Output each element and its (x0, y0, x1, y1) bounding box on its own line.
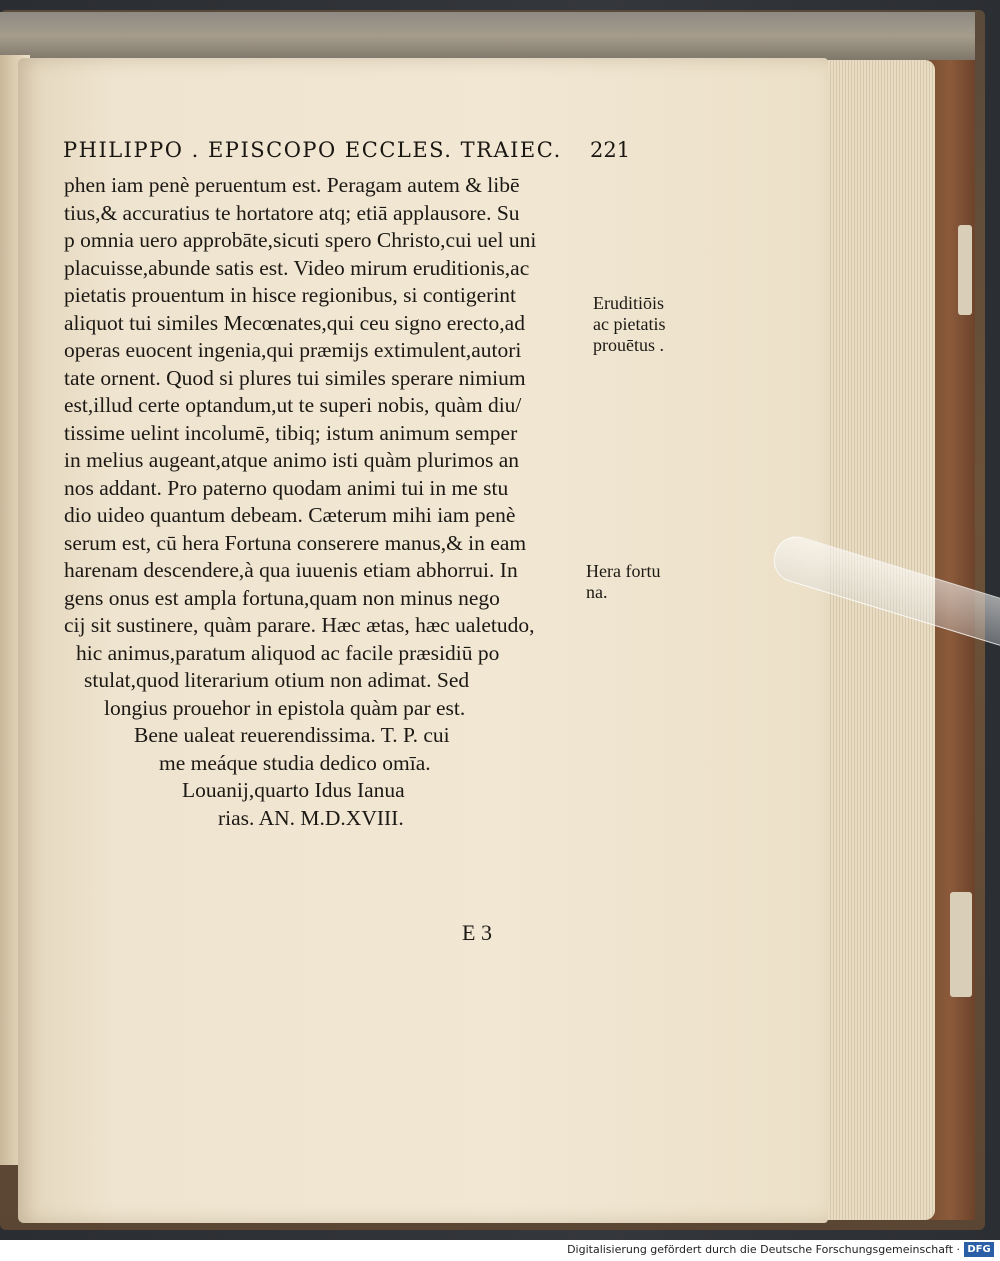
funding-credit: Digitalisierung gefördert durch die Deutsche Forschungsgemeinschaft · (567, 1243, 960, 1256)
marginal-note-line: Hera fortu (586, 561, 661, 581)
text-line: dio uideo quantum debeam. Cæterum mihi iam penè (64, 503, 516, 527)
bookmark-tab (958, 225, 972, 315)
marginal-note (586, 561, 660, 603)
text-line: phen iam penè peruentum est. Peragam autem & libē (64, 173, 520, 197)
text-line: longius prouehor in epistola quàm par est. (104, 695, 466, 720)
marginal-note-line: na. (586, 582, 608, 602)
text-line: serum est, cū hera Fortuna conserere manus,& in eam (64, 530, 527, 555)
marginal-note-line: prouētus . (593, 335, 664, 355)
marginal-note-line: ac pietatis (593, 314, 666, 334)
text-line: pietatis prouentum in hisce regionibus, si contigerint (64, 283, 517, 307)
running-head: PHILIPPO . EPISCOPO ECCLES. TRAIEC. (63, 138, 562, 162)
footer-bar (0, 1240, 1000, 1261)
body-text (64, 172, 594, 832)
text-line: tate ornent. Quod si plures tui similes sperare nimium (64, 365, 526, 390)
page-number: 221 (590, 138, 631, 162)
marginal-note-line: Eruditiōis (593, 293, 664, 313)
text-line: cij sit sustinere, quàm parare. Hæc ætas, hæc ualetudo, (64, 613, 535, 637)
marginal-note (593, 293, 665, 356)
text-line: Louanij,quarto Idus Ianua (182, 778, 405, 802)
bookmark-tab (950, 892, 972, 997)
dfg-logo: DFG (964, 1242, 994, 1257)
text-line: hic animus,paratum aliquod ac facile præsidiū po (76, 640, 500, 665)
text-line: rias. AN. M.D.XVIII. (218, 805, 404, 830)
text-line: tissime uelint incolumē, tibiq; istum animum semper (64, 420, 518, 445)
text-line: me meáque studia dedico omīa. (159, 750, 431, 775)
text-line: tius,& accuratius te hortatore atq; etiā applausore. Su (64, 200, 520, 225)
text-line: gens onus est ampla fortuna,quam non minus nego (64, 585, 500, 610)
text-line: aliquot tui similes Mecœnates,qui ceu signo erecto,ad (64, 310, 525, 335)
text-line: operas euocent ingenia,qui præmijs extimulent,autori (64, 338, 522, 362)
text-line: placuisse,abunde satis est. Video mirum eruditionis,ac (64, 255, 530, 280)
text-line: p omnia uero approbāte,sicuti spero Christo,cui uel uni (64, 228, 537, 252)
text-line: harenam descendere,à qua iuuenis etiam abhorrui. In (64, 558, 518, 582)
top-page-edges (0, 12, 975, 60)
text-line: Bene ualeat reuerendissima. T. P. cui (134, 723, 450, 747)
text-line: stulat,quod literarium otium non adimat. Sed (84, 668, 470, 692)
text-line: in melius augeant,atque animo isti quàm plurimos an (64, 448, 519, 472)
text-line: est,illud certe optandum,ut te superi nobis, quàm diu/ (64, 393, 522, 417)
signature-mark: E 3 (462, 920, 492, 945)
text-line: nos addant. Pro paterno quodam animi tui in me stu (64, 475, 509, 500)
